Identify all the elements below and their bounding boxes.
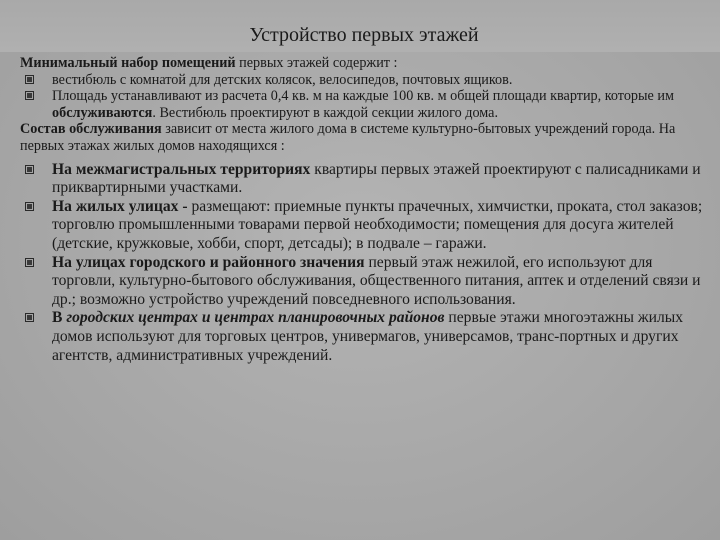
bullet-item (20, 161, 710, 198)
bullet-text-after: . Вестибюль проектируют в каждой секции жилого дома. (152, 104, 499, 121)
square-bullet-icon (25, 91, 34, 100)
bullet-item (20, 309, 710, 365)
slide-title (0, 23, 720, 47)
bullet-text: первый этаж нежилой, его используют для торговли, культурно-бытового обслуживания, общественного питания, аптек и отделений связи и др.; возможно устройство учреждений повседневного использования. (52, 253, 701, 308)
intro-rest: первых этажей содержит : (235, 55, 398, 71)
bullet-item (20, 88, 710, 121)
square-bullet-icon (25, 313, 34, 322)
bullet-bold-text: На улицах городского и районного значения (52, 253, 365, 271)
bullet-item (20, 198, 710, 254)
intro-paragraph (20, 55, 710, 72)
bullet-item (20, 254, 710, 310)
bullet-text: первые этажи многоэтажны жилых домов используют для торговых центров, универмагов, универсамов, транс-портных и других агентств, административных учреждений. (52, 309, 684, 364)
slide-title-text: Устройство первых этажей (249, 24, 479, 46)
bullet-bold-text: обслуживаются (52, 104, 153, 121)
bullet-item (20, 72, 710, 89)
bullet-text: квартиры первых этажей проектируют с палисадниками и приквартирными участками. (52, 160, 701, 197)
square-bullet-icon (25, 75, 34, 84)
square-bullet-icon (25, 202, 34, 211)
bullet-bold-text: На межмагистральных территориях (52, 160, 311, 178)
bullet-bold-text: В (52, 309, 67, 327)
intro-bold: Минимальный набор помещений (20, 55, 236, 71)
bullet-text: Площадь устанавливают из расчета 0,4 кв. м на каждые 100 кв. м общей площади квартир, которые им (52, 88, 674, 105)
composition-rest: зависит от места жилого дома в системе культурно-бытовых учреждений города. На первых этажах жилых домов находящихся : (20, 121, 676, 154)
bullet-text: размещают: приемные пункты прачечных, химчистки, проката, стол заказов; торговлю промышленными товарами первой необходимости; помещения для досуга жителей (детские, кружковые, хобби, спорт, детсады); в подвале – гаражи. (52, 197, 703, 252)
bullet-italic-text: городских центрах и центрах планировочных районов (66, 309, 445, 327)
bullet-text: вестибюль с комнатой для детских колясок, велосипедов, почтовых ящиков. (52, 71, 513, 88)
composition-paragraph (20, 121, 710, 154)
square-bullet-icon (25, 165, 34, 174)
bullet-bold-text: На жилых улицах - (52, 197, 188, 215)
slide-content (20, 55, 710, 365)
square-bullet-icon (25, 258, 34, 267)
composition-bold: Состав обслуживания (20, 121, 162, 138)
